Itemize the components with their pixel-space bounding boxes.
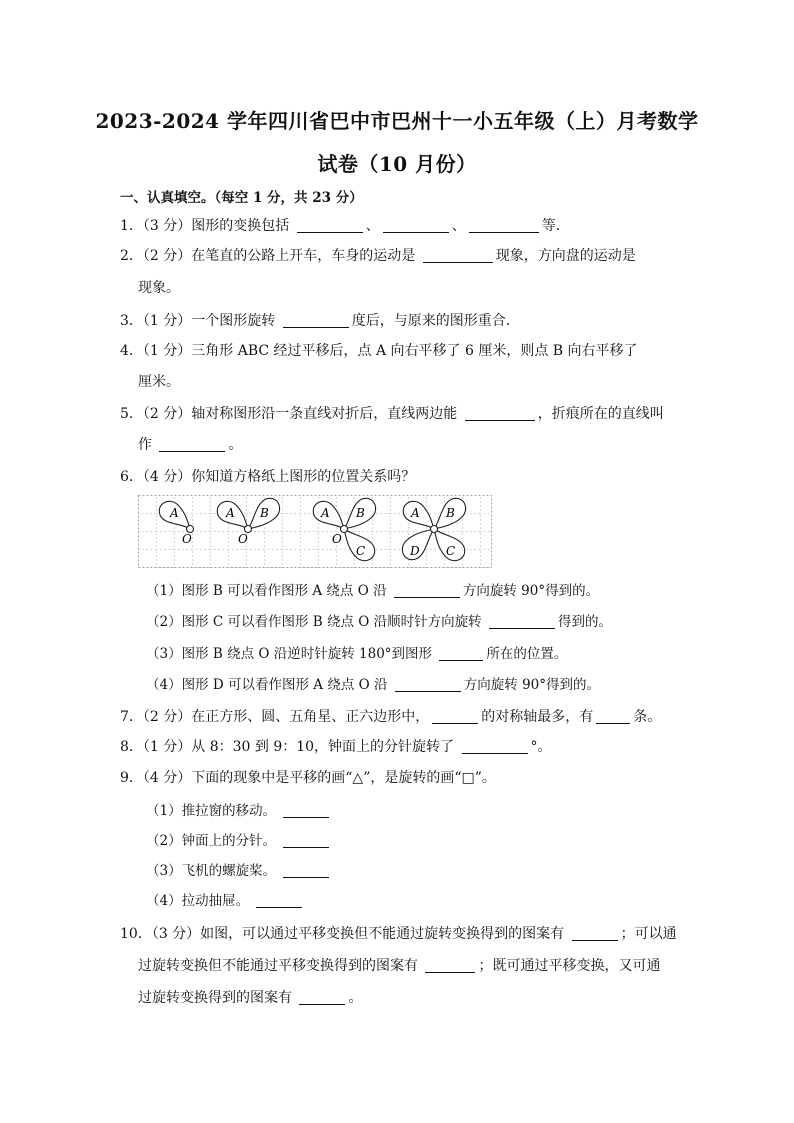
question-2-cont: 现象。	[138, 280, 180, 296]
question-6-part-1: （1）图形 B 可以看作图形 A 绕点 O 沿 方向旋转 90°得到的。	[146, 583, 600, 599]
label-b: B	[260, 506, 269, 520]
question-8: 8．（1 分）从 8：30 到 9：10，钟面上的分针旋转了 °。	[120, 739, 552, 755]
label-o: O	[182, 532, 192, 546]
label-a: A	[321, 506, 330, 520]
question-6-part-3: （3）图形 B 绕点 O 沿逆时针旋转 180°到图形 所在的位置。	[146, 646, 568, 662]
answer-blank[interactable]	[299, 988, 345, 1005]
question-9-item-2: （2）钟面上的分针。	[146, 826, 332, 856]
answer-blank[interactable]	[423, 246, 493, 263]
question-6-part-2: （2）图形 C 可以看作图形 B 绕点 O 沿顺时针方向旋转 得到的。	[146, 614, 612, 630]
answer-blank[interactable]	[297, 216, 363, 233]
answer-blank[interactable]	[283, 831, 329, 848]
answer-blank[interactable]	[283, 801, 329, 818]
label-d: D	[410, 544, 420, 558]
question-9-item-3: （3）飞机的螺旋桨。	[146, 856, 332, 886]
answer-blank[interactable]	[425, 956, 475, 973]
answer-blank[interactable]	[462, 737, 528, 754]
answer-blank[interactable]	[159, 435, 225, 452]
grid-figure	[138, 495, 492, 568]
question-6: 6．（4 分）你知道方格纸上图形的位置关系吗？	[120, 469, 416, 485]
question-9-item-1: （1）推拉窗的移动。	[146, 796, 332, 826]
question-2: 2．（2 分）在笔直的公路上开车，车身的运动是 现象，方向盘的运动是	[120, 248, 636, 264]
label-b: B	[356, 506, 365, 520]
label-o: O	[238, 532, 248, 546]
question-10-cont: 过旋转变换但不能通过平移变换得到的图案有 ；既可通过平移变换，又可通	[138, 958, 661, 974]
label-b: B	[446, 506, 455, 520]
question-9-item-4: （4）拉动抽屉。	[146, 886, 305, 916]
question-7: 7．（2 分）在正方形、圆、五角星、正六边形中， 的对称轴最多，有 条。	[120, 709, 662, 725]
answer-blank[interactable]	[395, 675, 461, 692]
question-4: 4．（1 分）三角形 ABC 经过平移后，点 A 向右平移了 6 厘米，则点 B 向右平移了	[120, 343, 638, 359]
question-4-cont: 厘米。	[138, 374, 180, 390]
label-a: A	[170, 506, 179, 520]
page-title-cont: 试卷（10 月份）	[317, 152, 477, 176]
label-c: C	[446, 544, 456, 558]
answer-blank[interactable]	[469, 216, 539, 233]
question-10-cont-2: 过旋转变换得到的图案有 。	[138, 990, 363, 1006]
question-3: 3．（1 分）一个图形旋转 度后，与原来的图形重合．	[120, 313, 520, 329]
section-heading: 一、认真填空。（每空 1 分，共 23 分）	[120, 190, 363, 206]
answer-blank[interactable]	[394, 581, 460, 598]
answer-blank[interactable]	[383, 216, 449, 233]
question-5-cont: 作 。	[138, 437, 243, 453]
label-a: A	[411, 506, 420, 520]
question-10: 10．（3 分）如图，可以通过平移变换但不能通过旋转变换得到的图案有 ；可以通	[120, 926, 677, 942]
answer-blank[interactable]	[283, 311, 349, 328]
question-9: 9．（4 分）下面的现象中是平移的画“△”，是旋转的画“□”。	[120, 770, 496, 786]
answer-blank[interactable]	[572, 924, 618, 941]
question-1: 1．（3 分）图形的变换包括 、 、 等．	[120, 218, 570, 234]
answer-blank[interactable]	[465, 404, 535, 421]
answer-blank[interactable]	[439, 644, 483, 661]
question-6-part-4: （4）图形 D 可以看作图形 A 绕点 O 沿 方向旋转 90°得到的。	[146, 677, 601, 693]
label-o: O	[332, 532, 342, 546]
answer-blank[interactable]	[283, 861, 329, 878]
pivot-dot	[431, 526, 438, 533]
answer-blank[interactable]	[489, 612, 555, 629]
question-5: 5．（2 分）轴对称图形沿一条直线对折后，直线两边能 ，折痕所在的直线叫	[120, 406, 664, 422]
label-a: A	[226, 506, 235, 520]
rotation-figure	[138, 495, 492, 568]
label-c: C	[356, 544, 366, 558]
answer-blank[interactable]	[432, 707, 478, 724]
page-title: 2023-2024 学年四川省巴中市巴州十一小五年级（上）月考数学	[95, 109, 699, 133]
answer-blank[interactable]	[256, 891, 302, 908]
answer-blank[interactable]	[596, 707, 630, 724]
